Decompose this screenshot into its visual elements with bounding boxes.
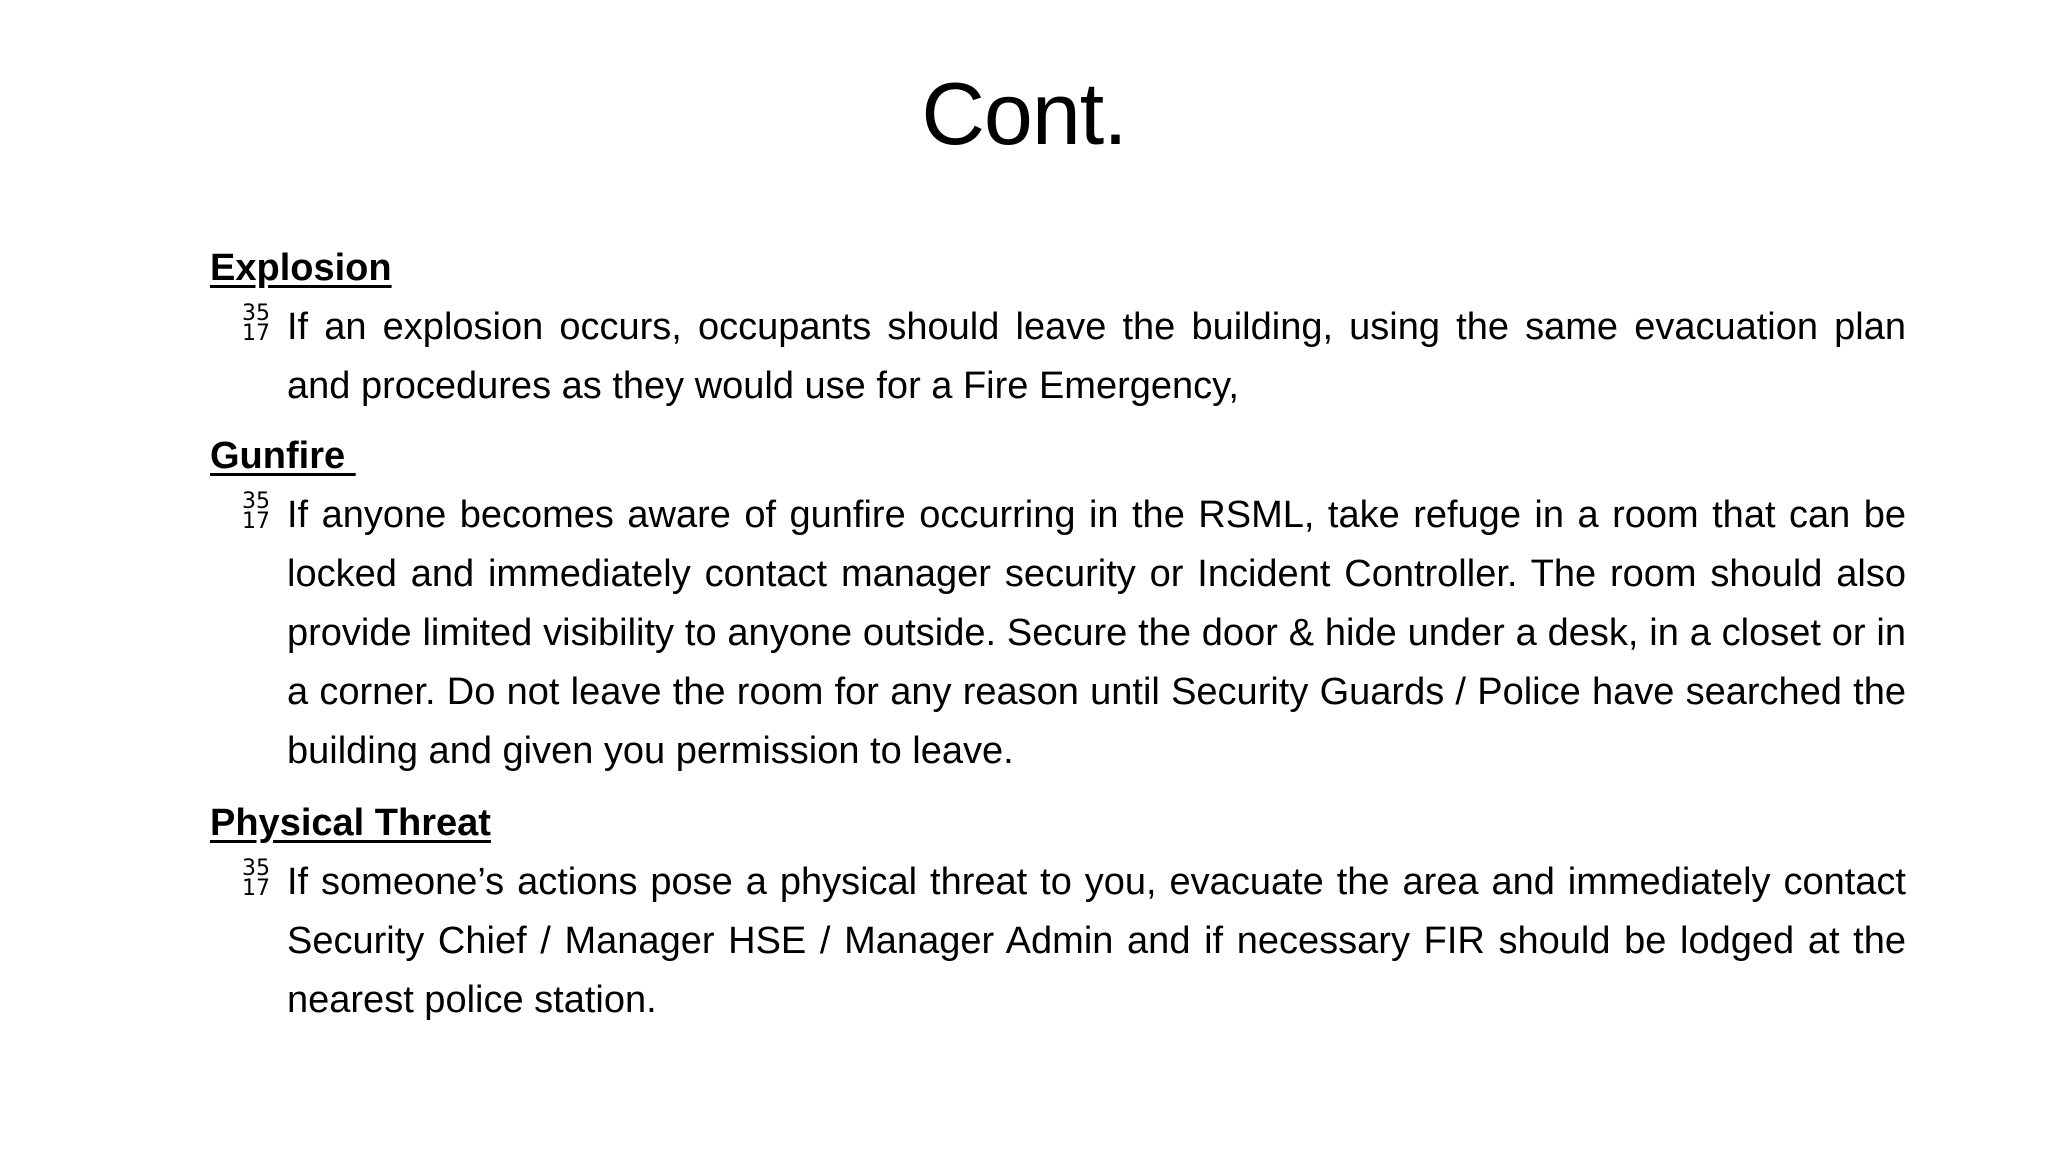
section-heading: Gunfire <box>210 435 356 477</box>
bullet-icon <box>241 301 271 346</box>
list-item <box>210 298 1906 416</box>
section-physical-threat <box>210 795 1906 1030</box>
bullet-glyph-top: 35 <box>242 301 270 326</box>
list-item <box>210 486 1906 781</box>
bullet-glyph-top: 35 <box>242 856 270 881</box>
section-explosion <box>210 240 1906 416</box>
bullet-glyph-bottom: 17 <box>242 876 270 901</box>
section-text: If anyone becomes aware of gunfire occurring in the RSML, take refuge in a room that can be locked and immediately contact manager security or Incident Controller. The room should also provide limited visibility to anyone outside. Secure the door & hide under a desk, in a closet or in a corner. Do not leave the room for any reason until Security Guards / Police have searched the building and given you permission to leave. <box>287 494 1906 772</box>
section-text: If an explosion occurs, occupants should leave the building, using the same evacuation plan and procedures as they would use for a Fire Emergency, <box>287 306 1906 407</box>
bullet-glyph-top: 35 <box>242 489 270 514</box>
bullet-glyph-bottom: 17 <box>242 321 270 346</box>
section-heading: Explosion <box>210 247 392 289</box>
section-gunfire <box>210 428 1906 781</box>
bullet-icon <box>241 856 271 901</box>
bullet-icon <box>241 489 271 534</box>
list-item <box>210 853 1906 1030</box>
section-heading: Physical Threat <box>210 802 491 844</box>
slide-content <box>210 240 1906 1030</box>
bullet-glyph-bottom: 17 <box>242 509 270 534</box>
section-text: If someone’s actions pose a physical threat to you, evacuate the area and immediately contact Security Chief / Manager HSE / Manager Admin and if necessary FIR should be lodged at the nearest police station. <box>287 861 1906 1021</box>
slide-title: Cont. <box>921 64 1127 163</box>
